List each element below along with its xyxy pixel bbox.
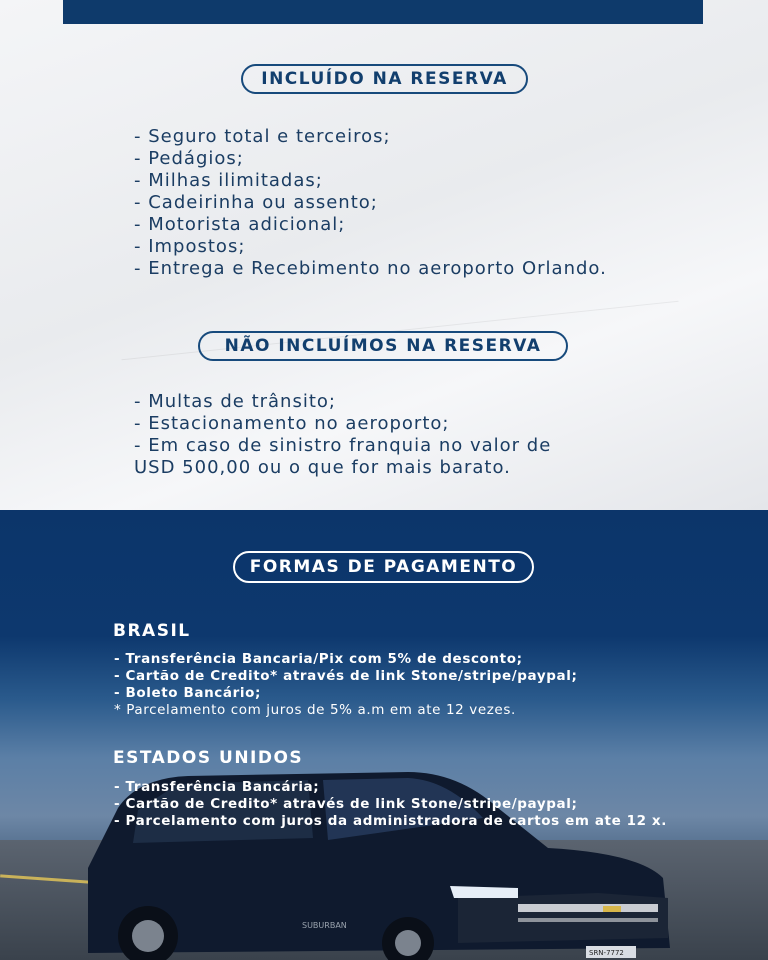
top-banner [63,0,703,24]
list-item: - Cadeirinha ou assento; [134,192,378,213]
list-item: - Pedágios; [134,148,244,169]
eua-heading: ESTADOS UNIDOS [113,748,304,768]
brasil-list [114,651,577,719]
brasil-heading: BRASIL [113,621,191,641]
list-item: - Motorista adicional; [134,214,346,235]
list-item: * Parcelamento com juros de 5% a.m em ate 12 vezes. [114,702,516,718]
list-item: - Multas de trânsito; [134,391,336,412]
list-item: - Transferência Bancária; [114,779,320,795]
list-item: - Seguro total e terceiros; [134,126,391,147]
payment-section [0,510,768,960]
car-plate: SRN-7772 [589,949,624,957]
list-item: - Boleto Bancário; [114,685,261,701]
included-list [134,126,607,280]
not-included-list [134,391,551,479]
included-title [241,64,528,94]
list-item: - Parcelamento com juros da administradora de cartos em ate 12 x. [114,813,667,829]
list-item: - Impostos; [134,236,246,257]
list-item: - Transferência Bancaria/Pix com 5% de desconto; [114,651,523,667]
payment-title [233,551,534,583]
list-item: - Em caso de sinistro franquia no valor de [134,435,552,456]
list-item: - Cartão de Credito* através de link Stone/stripe/paypal; [114,796,578,812]
list-item: - Entrega e Recebimento no aeroporto Orlando. [134,258,607,279]
list-item: - Milhas ilimitadas; [134,170,323,191]
list-item: - Estacionamento no aeroporto; [134,413,450,434]
not-included-title-text: NÃO INCLUÍMOS NA RESERVA [224,336,542,356]
payment-title-text: FORMAS DE PAGAMENTO [249,557,518,577]
list-item: - Cartão de Credito* através de link Stone/stripe/paypal; [114,668,578,684]
included-title-text: INCLUÍDO NA RESERVA [261,69,508,89]
not-included-title [198,331,568,361]
eua-list [114,779,667,830]
list-item: USD 500,00 ou o que for mais barato. [134,457,511,478]
car-badge: SUBURBAN [302,921,347,930]
